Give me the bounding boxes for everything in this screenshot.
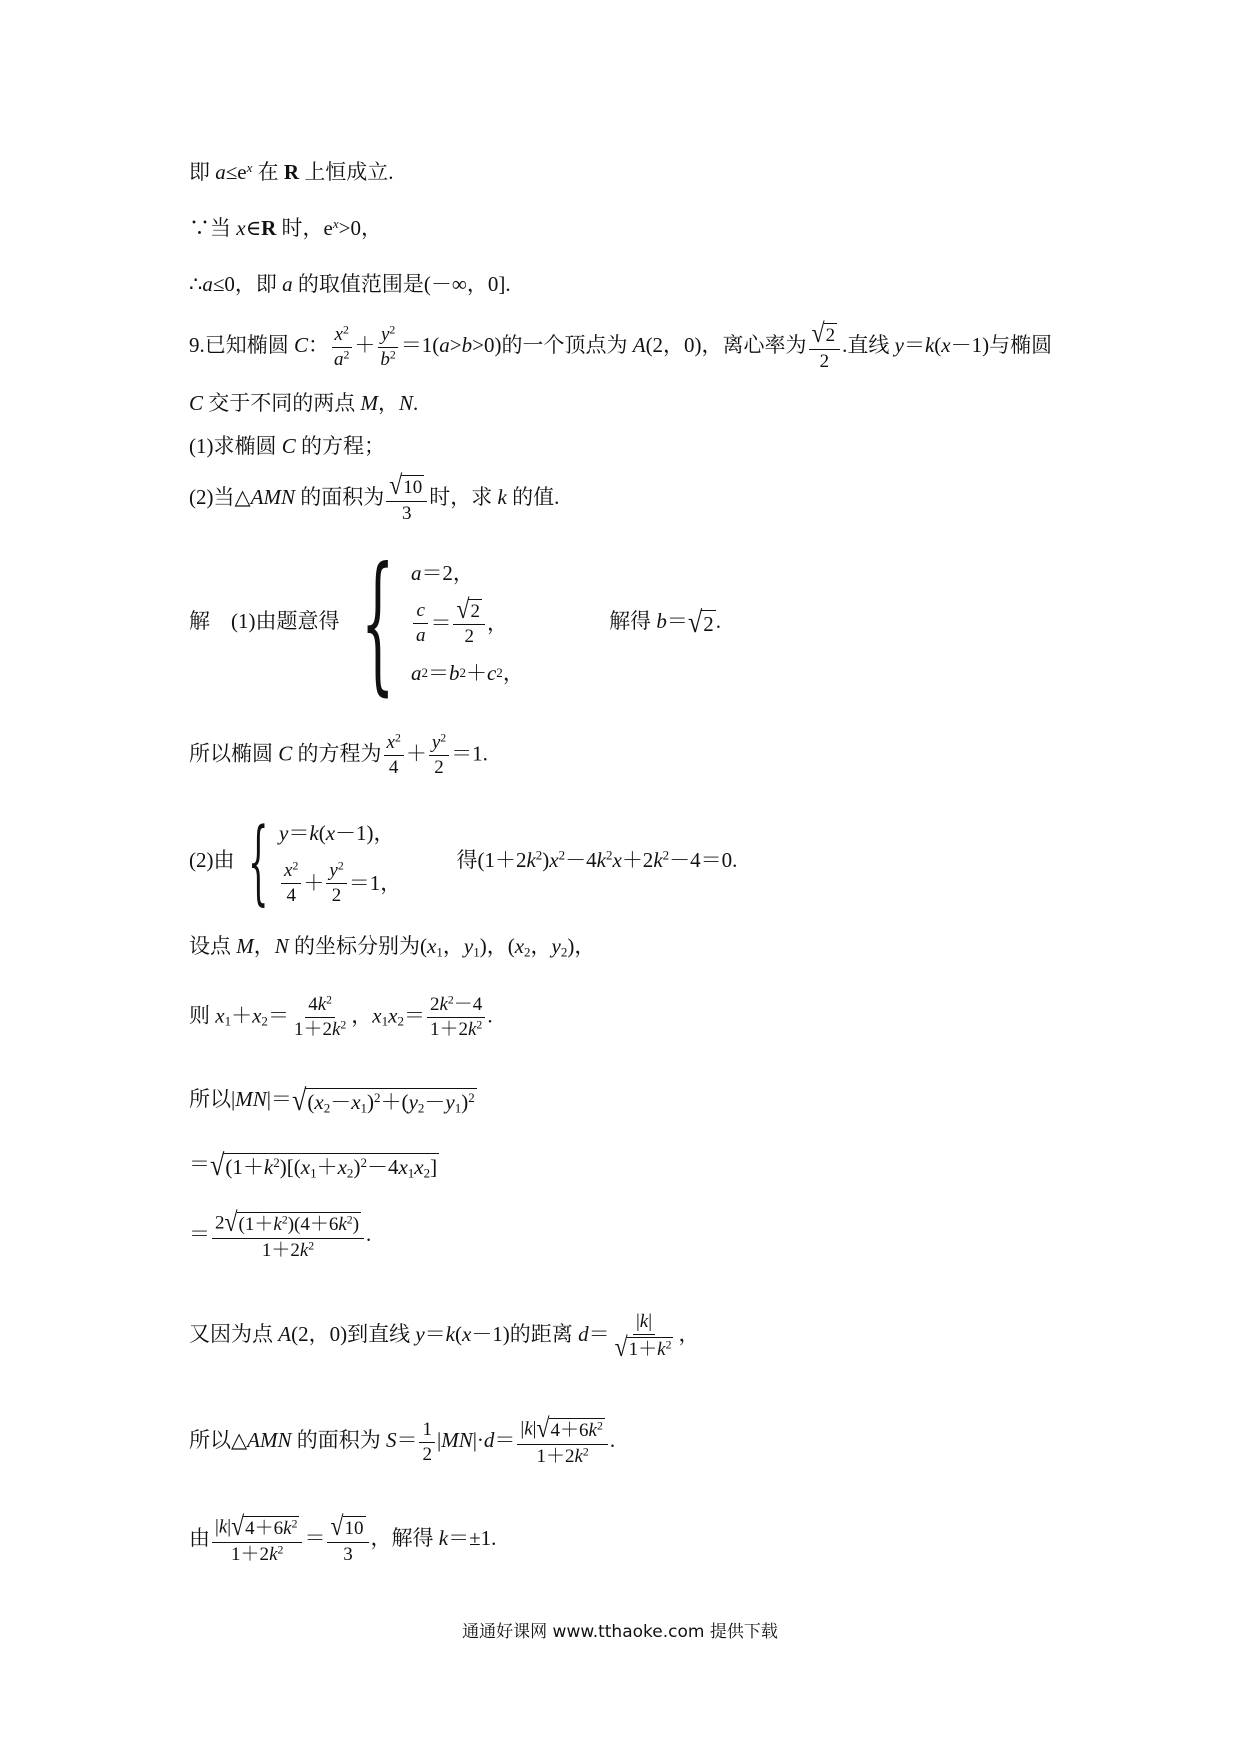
text-line-2: ∵当 x∈R 时，$e^x>0$， bbox=[189, 215, 382, 240]
solution-final: 由 |k| √ $4+6k^2$ $1+2k^2$ ＝ √ 10 3 ，解得 k＝±1. bbox=[189, 1511, 497, 1565]
problem-stem-2: C 交于不同的两点 M，N. bbox=[189, 391, 419, 415]
solution-p1-prefix: (1)由题意得 bbox=[231, 608, 340, 633]
question-1: (1)求椭圆 C 的方程； bbox=[189, 434, 386, 458]
text-line-3: ∴a≤0，即 a 的取值范围是(－∞，0]. bbox=[189, 272, 511, 296]
solution-part-2: (2)由 { y ＝ k ( x －1)， $\frac{x^2}{4}$ ＋ $\frac{y^2}{2}$ ＝1， 得$(1+2k^2)x^2-4k^2x+2k^2-4=0$. bbox=[189, 808, 738, 915]
question-2: (2)当△AMN 的面积为 √ 10 3 时，求 k 的值. bbox=[189, 470, 560, 524]
text-line-1: 即 $a\le e^x$ 在 R 上恒成立. bbox=[189, 159, 394, 184]
solution-mn-2: ＝ √ $(1+k^2)[(x_1+x_2)^2-4x_1x_2]$ bbox=[189, 1148, 438, 1183]
solution-p2-prefix: (2)由 bbox=[189, 847, 235, 872]
solution-distance: 又因为点 A(2，0)到直线 y＝k(x－1)的距离 d＝ |k| √ $1+k^2$ ， bbox=[189, 1311, 700, 1363]
solution-vieta: 则 $x_1+x_2=$ $\frac{4k^2}{1+2k^2}$ ，$x_1x_2=$ $\frac{2k^2-4}{1+2k^2}$ . bbox=[189, 993, 493, 1040]
solution-part-1: 解 (1)由题意得 { a ＝2， $\frac{c}{a}$ ＝ √ 2 2 ， a 2 ＝ b 2 ＋ c 2 ， 解得 b＝ √ 2 . bbox=[189, 536, 721, 710]
problem-stem: 9.已知椭圆 C： $\frac{x^2}{a^2}$ ＋ $\frac{y^2}{b^2}$ ＝1(a>b>0)的一个顶点为 A(2，0)，离心率为 √ 2 2 .直线 y＝k(x－1)与椭圆 bbox=[189, 318, 1053, 372]
solution-mn-1: 所以|MN|＝ √ $(x_2-x_1)^2+(y_2-y_1)^2$ bbox=[189, 1083, 475, 1118]
problem-number: 9. bbox=[189, 333, 205, 358]
solution-coords: 设点 M，N 的坐标分别为($x_1$，$y_1$)，($x_2$，$y_2$)， bbox=[189, 934, 596, 960]
solution-p1-conclusion: 所以椭圆 C 的方程为 $\frac{x^2}{4}$ ＋ $\frac{y^2}{2}$ ＝1. bbox=[189, 731, 488, 778]
solution-mn-3: ＝ 2 √ $(1+k^2)(4+6k^2)$ $1+2k^2$ . bbox=[189, 1207, 372, 1261]
solution-label: 解 bbox=[189, 608, 210, 633]
page-footer: 通通好课网 www.tthaoke.com 提供下载 bbox=[462, 1622, 778, 1642]
solution-area: 所以△AMN 的面积为 S＝ $\frac{1}{2}$ |MN|·d＝ |k| √ $4+6k^2$ $1+2k^2$ . bbox=[189, 1413, 616, 1467]
